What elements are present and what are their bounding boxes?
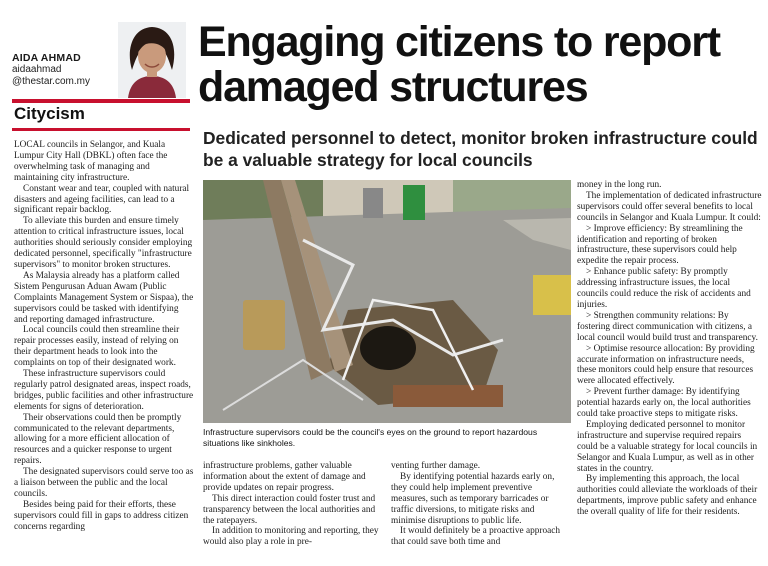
paragraph: This direct interaction could foster trust and transparency between the local authorities and the ratepayers. [203,493,376,526]
sinkhole-photo-icon [203,180,571,423]
subheadline: Dedicated personnel to detect, monitor broken infrastructure could be a valuable strategy for local councils [203,128,758,170]
bullet-point: > Prevent further damage: By identifying potential hazards early on, the local authorities could take proactive steps to mitigate risks. [577,387,751,420]
author-name: AIDA AHMAD [12,52,81,64]
paragraph: Employing dedicated personnel to monitor infrastructure and supervise required repairs could be a valuable strategy for local councils in Selangor and Kuala Lumpur, as well as in other states in the country. [577,419,758,474]
paragraph: Besides being paid for their efforts, these supervisors could fill in gaps to address citizen concerns regarding [14,499,189,532]
paragraph: venting further damage. [391,461,481,471]
article-column-1 [14,140,194,533]
bullet-point: > Optimise resource allocation: By providing accurate information on infrastructure needs, these monitors could help ensure that resources were allocated effectively. [577,343,755,387]
paragraph: By identifying potential hazards early on, they could help implement preventive measures, such as temporary barricades or traffic diversions, to mitigate risks and minimise disruptions to public life. [391,471,555,526]
column-label-bottom-rule [12,128,190,131]
author-handle: aidaahmad [12,64,62,75]
article-column-4 [577,180,763,518]
paragraph: Constant wear and tear, coupled with natural disasters and ageing facilities, can lead to a significant repair backlog. [14,183,190,216]
paragraph: By implementing this approach, the local authorities could alleviate the workloads of their departments, improve public safety and enhance the overall quality of life for their residents. [577,474,758,518]
author-portrait [118,22,186,98]
headline: Engaging citizens to report damaged structures [198,18,720,111]
paragraph: LOCAL councils in Selangor, and Kuala Lumpur City Hall (DBKL) often face the overwhelming task of managing and maintaining city infrastructure. [14,140,168,183]
paragraph: infrastructure problems, gather valuable information about the extent of damage and provide updates on repair progress. [203,461,366,493]
article-photo [203,180,571,423]
article-column-3 [391,461,570,548]
photo-caption: Infrastructure supervisors could be the council's eyes on the ground to report hazardous situations like sinkholes. [203,427,538,448]
paragraph: In addition to monitoring and reporting, they would also play a role in pre- [203,526,379,548]
author-portrait-icon [118,22,186,98]
author-byline [12,52,130,88]
paragraph: The designated supervisors could serve too as a liaison between the public and the local councils. [14,467,194,499]
article-column-2 [203,461,386,548]
bullet-point: > Enhance public safety: By promptly addressing infrastructure issues, the local councils could reduce the risk of accidents and injuries. [577,267,751,310]
bullet-point: > Strengthen community relations: By fostering direct communication with citizens, a local council would build trust and transparency. [577,310,758,343]
paragraph: As Malaysia already has a platform called Sistem Pengurusan Aduan Awam (Public Complaints Management System or Sispaa), the supervisors could be tasked with identifying and reporting damaged infrastructure. [14,270,194,325]
bullet-point: > Improve efficiency: By streamlining the identification and reporting of broken infrastructure, these supervisors could help expedite the repair process. [577,223,743,267]
paragraph: money in the long run. [577,180,662,190]
paragraph: Local councils could then streamline their repair processes easily, instead of relying on their department heads to look into the complaints on top of their designated work. [14,325,180,369]
paragraph: Their observations could then be promptly communicated to the relevant departments, allowing for a more efficient allocation of resources and a quicker response to urgent repairs. [14,412,182,467]
column-label-top-rule [12,99,190,103]
paragraph: These infrastructure supervisors could regularly patrol designated areas, inspect roads, bridges, public facilities and other infrastructure elements for signs of deterioration. [14,369,194,412]
paragraph: To alleviate this burden and ensure timely attention to critical infrastructure issues, local authorities should seriously consider employing dedicated personnel, specifically "infrastructure supervisors" to monitor broken structures. [14,216,193,270]
column-label: Citycism [14,104,85,123]
paragraph: The implementation of dedicated infrastructure supervisors could offer several benefits to local councils in Selangor and Kuala Lumpur. It could: [577,190,762,223]
paragraph: It would definitely be a proactive approach that could save both time and [391,526,561,548]
author-email: @thestar.com.my [12,76,90,87]
